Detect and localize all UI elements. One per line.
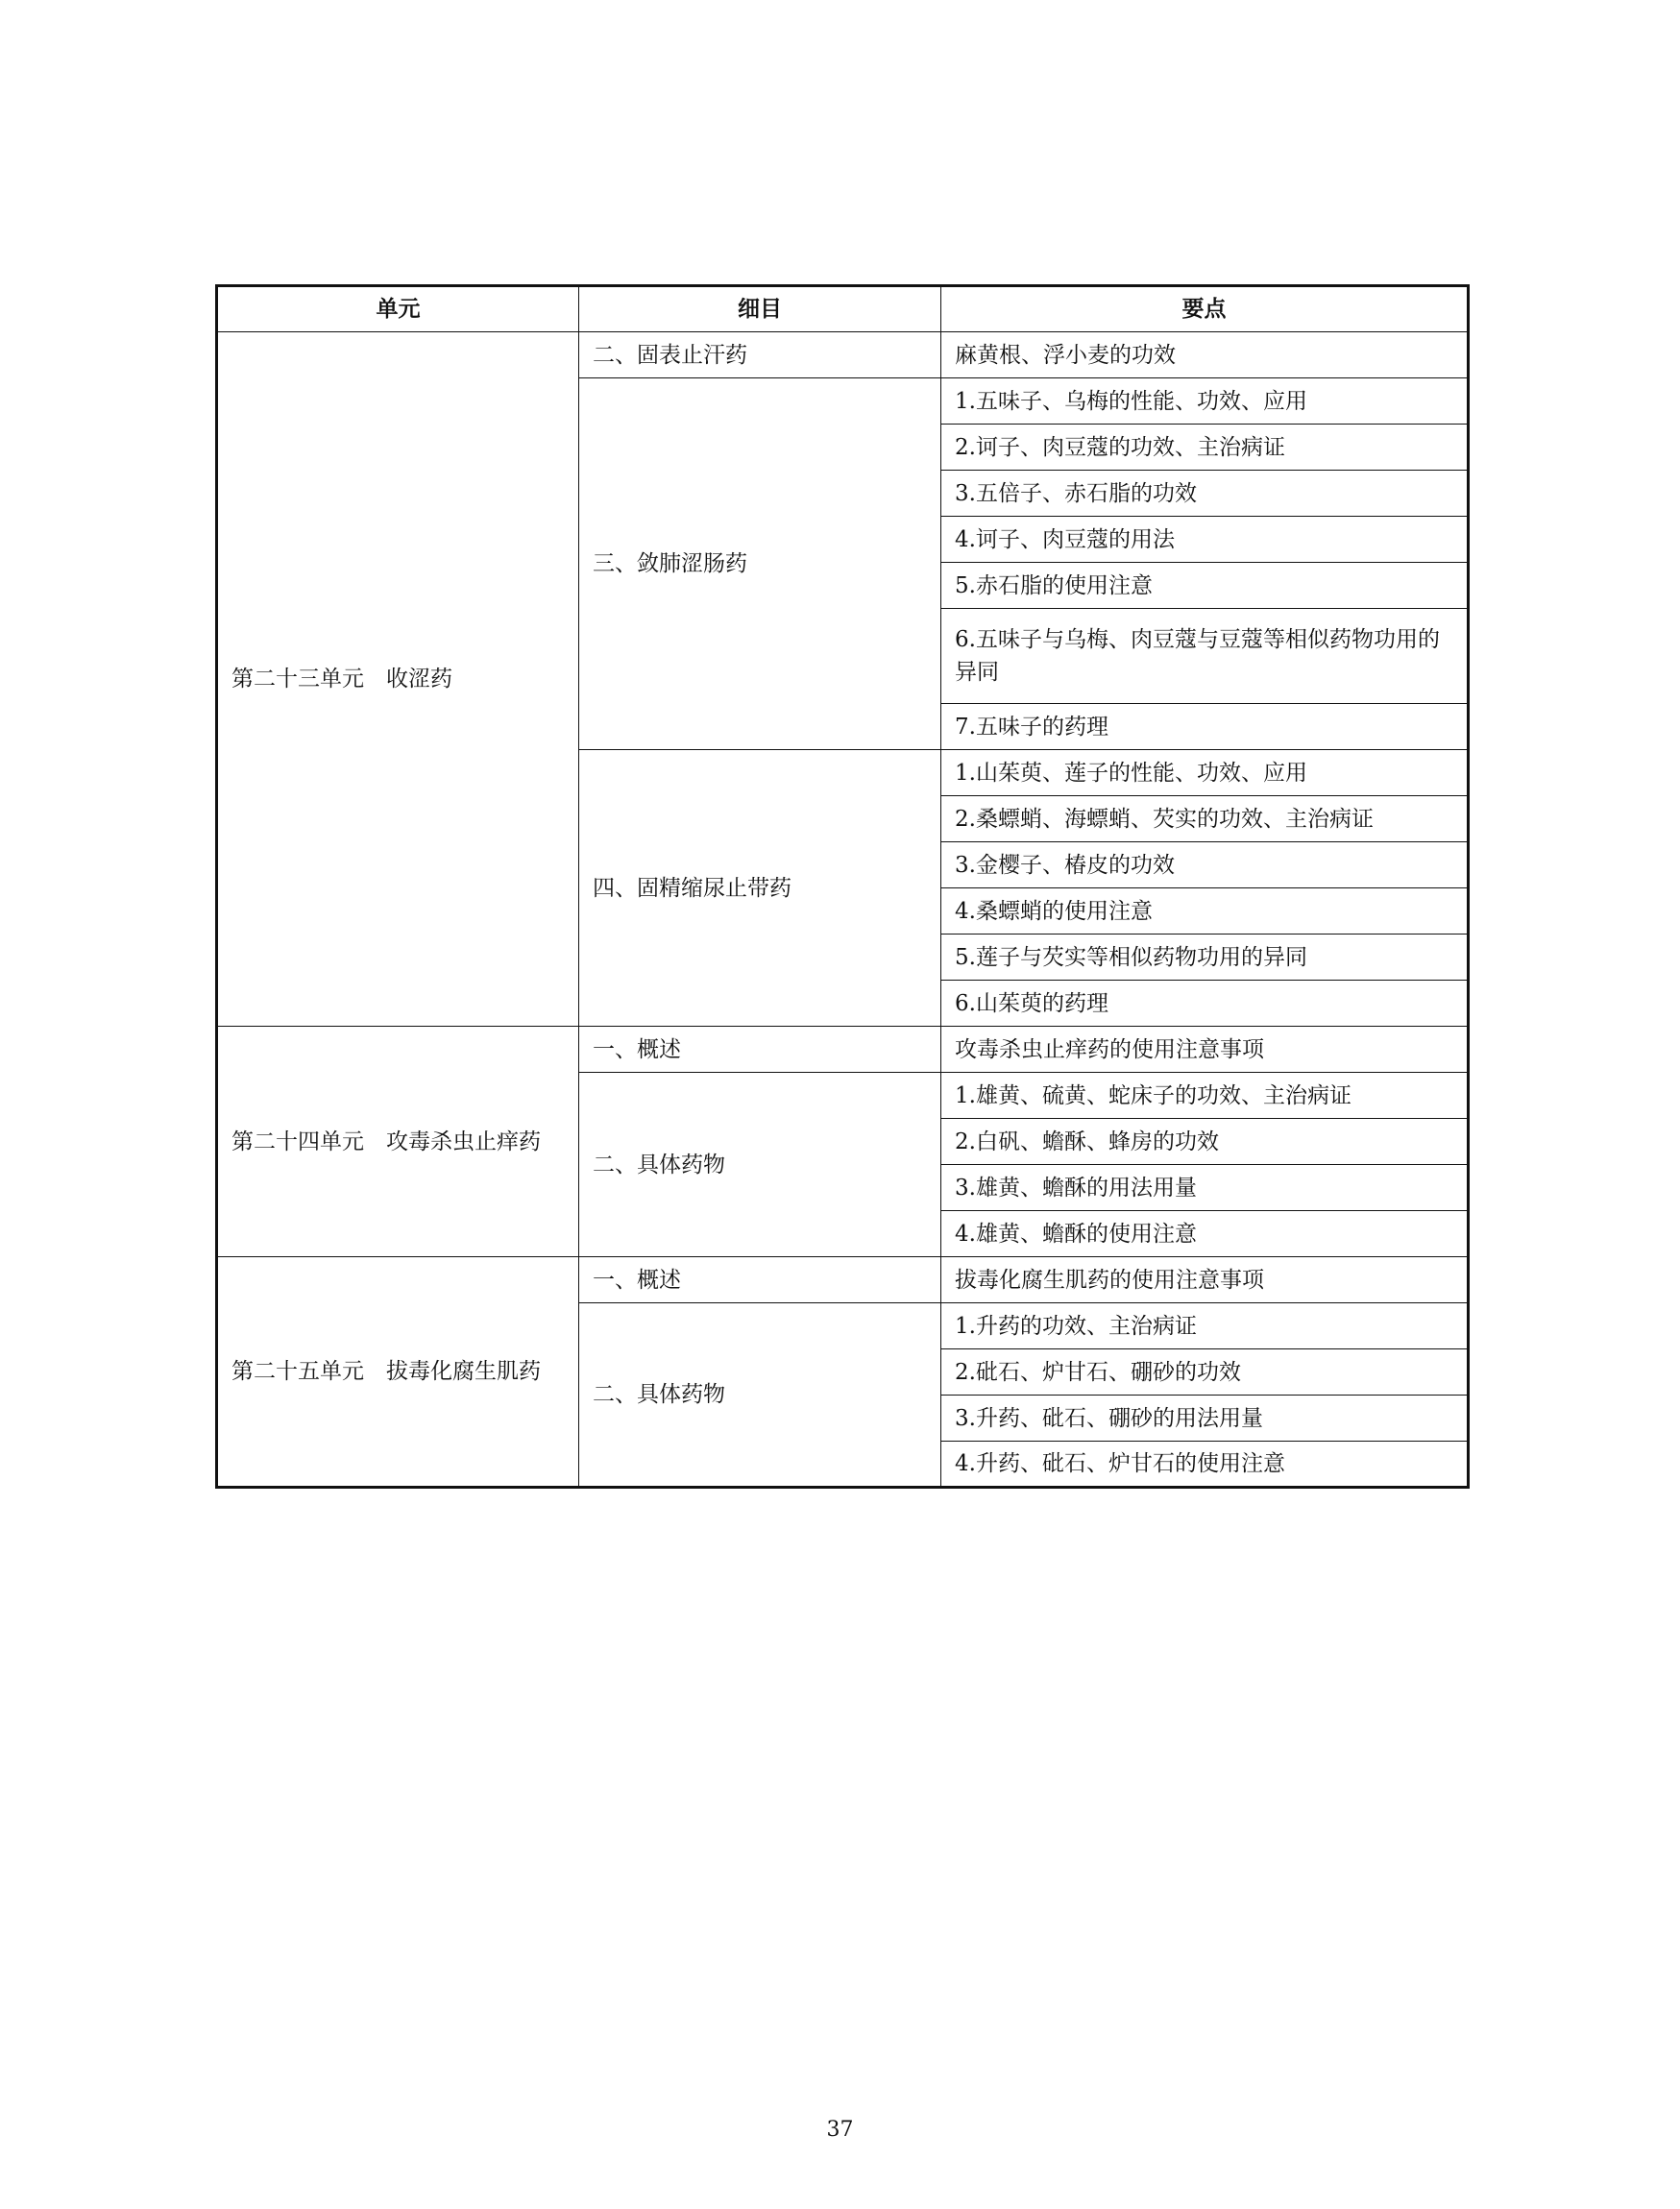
point-cell: 1.五味子、乌梅的性能、功效、应用 bbox=[941, 378, 1469, 425]
header-row bbox=[217, 286, 1469, 332]
point-cell: 1.雄黄、硫黄、蛇床子的功效、主治病证 bbox=[941, 1073, 1469, 1119]
point-cell: 4.雄黄、蟾酥的使用注意 bbox=[941, 1211, 1469, 1257]
point-cell: 3.雄黄、蟾酥的用法用量 bbox=[941, 1165, 1469, 1211]
point-cell: 4.诃子、肉豆蔻的用法 bbox=[941, 517, 1469, 563]
page-number: 37 bbox=[826, 2118, 854, 2142]
item-cell: 二、具体药物 bbox=[579, 1303, 941, 1488]
header-item: 细目 bbox=[579, 286, 941, 332]
header-unit: 单元 bbox=[217, 286, 579, 332]
point-cell: 3.金樱子、椿皮的功效 bbox=[941, 842, 1469, 888]
point-cell: 5.莲子与芡实等相似药物功用的异同 bbox=[941, 935, 1469, 981]
item-cell: 一、概述 bbox=[579, 1027, 941, 1073]
table-row bbox=[217, 332, 1469, 378]
point-cell: 2.诃子、肉豆蔻的功效、主治病证 bbox=[941, 425, 1469, 471]
point-cell: 1.升药的功效、主治病证 bbox=[941, 1303, 1469, 1349]
unit-cell: 第二十五单元 拔毒化腐生肌药 bbox=[217, 1257, 579, 1488]
point-cell: 1.山茱萸、莲子的性能、功效、应用 bbox=[941, 750, 1469, 796]
unit-cell: 第二十四单元 攻毒杀虫止痒药 bbox=[217, 1027, 579, 1257]
point-cell: 拔毒化腐生肌药的使用注意事项 bbox=[941, 1257, 1469, 1303]
point-cell: 5.赤石脂的使用注意 bbox=[941, 563, 1469, 609]
table-row bbox=[217, 1257, 1469, 1303]
item-cell: 一、概述 bbox=[579, 1257, 941, 1303]
point-cell: 4.升药、砒石、炉甘石的使用注意 bbox=[941, 1442, 1469, 1488]
point-cell: 2.砒石、炉甘石、硼砂的功效 bbox=[941, 1349, 1469, 1396]
item-cell: 二、固表止汗药 bbox=[579, 332, 941, 378]
table-row bbox=[217, 1027, 1469, 1073]
point-cell: 4.桑螵蛸的使用注意 bbox=[941, 888, 1469, 935]
item-cell: 二、具体药物 bbox=[579, 1073, 941, 1257]
point-cell: 2.桑螵蛸、海螵蛸、芡实的功效、主治病证 bbox=[941, 796, 1469, 842]
unit-cell: 第二十三单元 收涩药 bbox=[217, 332, 579, 1027]
point-cell: 3.五倍子、赤石脂的功效 bbox=[941, 471, 1469, 517]
syllabus-table bbox=[215, 284, 1470, 1489]
point-cell: 6.山茱萸的药理 bbox=[941, 981, 1469, 1027]
point-cell: 6.五味子与乌梅、肉豆蔻与豆蔻等相似药物功用的异同 bbox=[941, 609, 1469, 704]
point-cell: 麻黄根、浮小麦的功效 bbox=[941, 332, 1469, 378]
item-cell: 四、固精缩尿止带药 bbox=[579, 750, 941, 1027]
item-cell: 三、敛肺涩肠药 bbox=[579, 378, 941, 750]
point-cell: 2.白矾、蟾酥、蜂房的功效 bbox=[941, 1119, 1469, 1165]
header-point: 要点 bbox=[941, 286, 1469, 332]
point-cell: 3.升药、砒石、硼砂的用法用量 bbox=[941, 1396, 1469, 1442]
point-cell: 7.五味子的药理 bbox=[941, 704, 1469, 750]
point-cell: 攻毒杀虫止痒药的使用注意事项 bbox=[941, 1027, 1469, 1073]
